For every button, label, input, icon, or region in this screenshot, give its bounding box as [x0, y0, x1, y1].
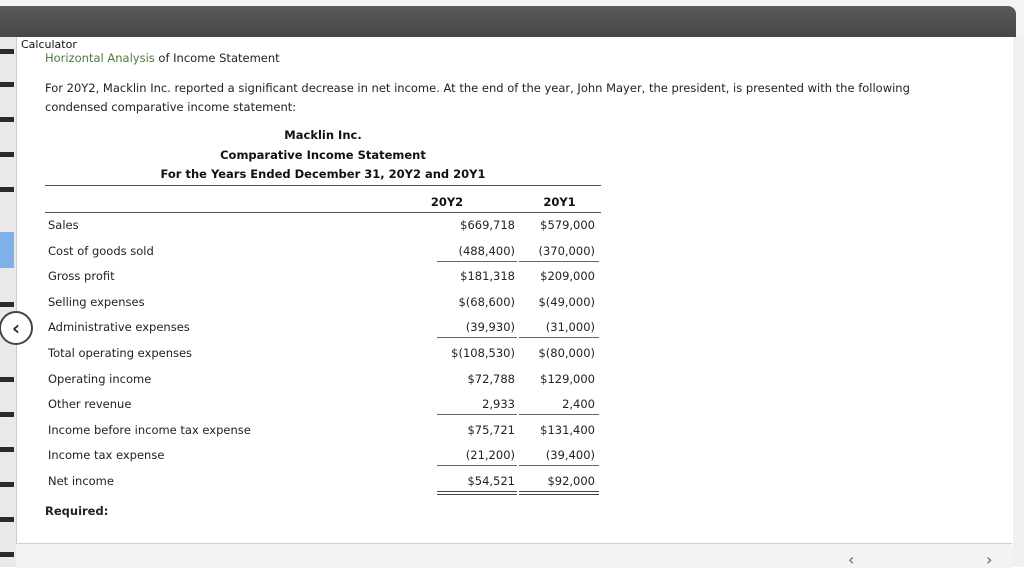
strip-tick — [0, 302, 14, 307]
window-topbar — [0, 0, 1024, 37]
value-20y2: $72,788 — [467, 372, 515, 386]
total-double-underline — [437, 491, 517, 492]
table-row — [45, 240, 601, 265]
strip-tick — [0, 117, 14, 122]
value-20y1: $579,000 — [540, 218, 595, 232]
title-link[interactable]: Horizontal Analysis — [45, 51, 155, 65]
strip-active-marker — [0, 232, 14, 268]
amount-underline — [437, 337, 517, 338]
header-rule — [45, 185, 601, 186]
value-20y1: $92,000 — [547, 474, 595, 488]
strip-tick — [0, 152, 14, 157]
table-row — [45, 470, 601, 495]
total-double-underline — [519, 491, 599, 492]
column-header-20y1: 20Y1 — [543, 195, 576, 209]
value-20y1: $131,400 — [540, 423, 595, 437]
column-header-rule — [45, 212, 601, 213]
content-panel — [16, 37, 1013, 547]
right-edge — [1012, 37, 1024, 567]
table-row — [45, 291, 601, 316]
value-20y2: (21,200) — [465, 448, 515, 462]
amount-underline — [437, 261, 517, 262]
row-label: Net income — [48, 474, 114, 488]
next-page-icon[interactable]: › — [986, 550, 993, 569]
table-row — [45, 393, 601, 418]
strip-tick — [0, 412, 14, 417]
value-20y2: $669,718 — [460, 218, 515, 232]
strip-tick — [0, 377, 14, 382]
table-row — [45, 444, 601, 469]
value-20y2: $54,521 — [467, 474, 515, 488]
topbar-fill — [0, 6, 1016, 37]
row-label: Operating income — [48, 372, 152, 386]
amount-underline — [519, 414, 599, 415]
table-row — [45, 342, 601, 367]
row-label: Other revenue — [48, 397, 132, 411]
value-20y2: (39,930) — [465, 320, 515, 334]
table-row — [45, 214, 601, 239]
amount-underline — [519, 465, 599, 466]
intro-paragraph: For 20Y2, Macklin Inc. reported a significant decrease in net income. At the end of the year, John Mayer, the president, is presented with the following condensed comparative income statement: — [45, 81, 910, 114]
bottom-edge — [16, 543, 1012, 568]
row-label: Income tax expense — [48, 448, 165, 462]
value-20y2: 2,933 — [482, 397, 515, 411]
table-row — [45, 368, 601, 393]
statement-name: Comparative Income Statement — [220, 148, 426, 162]
chevron-left-icon[interactable]: ‹ — [0, 311, 33, 345]
table-row — [45, 265, 601, 290]
row-label: Cost of goods sold — [48, 244, 154, 258]
title-rest: of Income Statement — [154, 51, 280, 65]
value-20y2: $181,318 — [460, 269, 515, 283]
row-label: Gross profit — [48, 269, 115, 283]
table-row — [45, 419, 601, 444]
value-20y1: $(49,000) — [538, 295, 595, 309]
required-label: Required: — [45, 504, 109, 518]
value-20y1: $(80,000) — [538, 346, 595, 360]
amount-underline — [437, 465, 517, 466]
value-20y2: (488,400) — [458, 244, 515, 258]
strip-tick — [0, 187, 14, 192]
strip-tick — [0, 49, 14, 54]
company-name: Macklin Inc. — [284, 128, 362, 142]
amount-underline — [519, 337, 599, 338]
value-20y2: $(108,530) — [451, 346, 515, 360]
row-label: Income before income tax expense — [48, 423, 251, 437]
amount-underline — [437, 414, 517, 415]
value-20y1: 2,400 — [562, 397, 595, 411]
strip-tick — [0, 82, 14, 87]
value-20y2: $(68,600) — [458, 295, 515, 309]
row-label: Selling expenses — [48, 295, 145, 309]
table-row — [45, 316, 601, 341]
row-label: Administrative expenses — [48, 320, 190, 334]
strip-tick — [0, 552, 14, 557]
left-navigation-strip — [0, 37, 16, 567]
value-20y1: (31,000) — [545, 320, 595, 334]
strip-tick — [0, 482, 14, 487]
row-label: Total operating expenses — [48, 346, 193, 360]
value-20y1: $209,000 — [540, 269, 595, 283]
amount-underline — [519, 261, 599, 262]
statement-period: For the Years Ended December 31, 20Y2 and 20Y1 — [160, 167, 486, 181]
value-20y1: $129,000 — [540, 372, 595, 386]
strip-tick — [0, 517, 14, 522]
value-20y1: (39,400) — [545, 448, 595, 462]
total-double-underline — [437, 494, 517, 495]
prev-page-icon[interactable]: ‹ — [848, 550, 855, 569]
column-header-20y2: 20Y2 — [430, 195, 464, 209]
total-double-underline — [519, 494, 599, 495]
value-20y1: (370,000) — [538, 244, 595, 258]
value-20y2: $75,721 — [467, 423, 515, 437]
calculator-label[interactable]: Calculator — [21, 38, 77, 51]
row-label: Sales — [48, 218, 79, 232]
strip-tick — [0, 447, 14, 452]
page-title — [45, 51, 280, 65]
